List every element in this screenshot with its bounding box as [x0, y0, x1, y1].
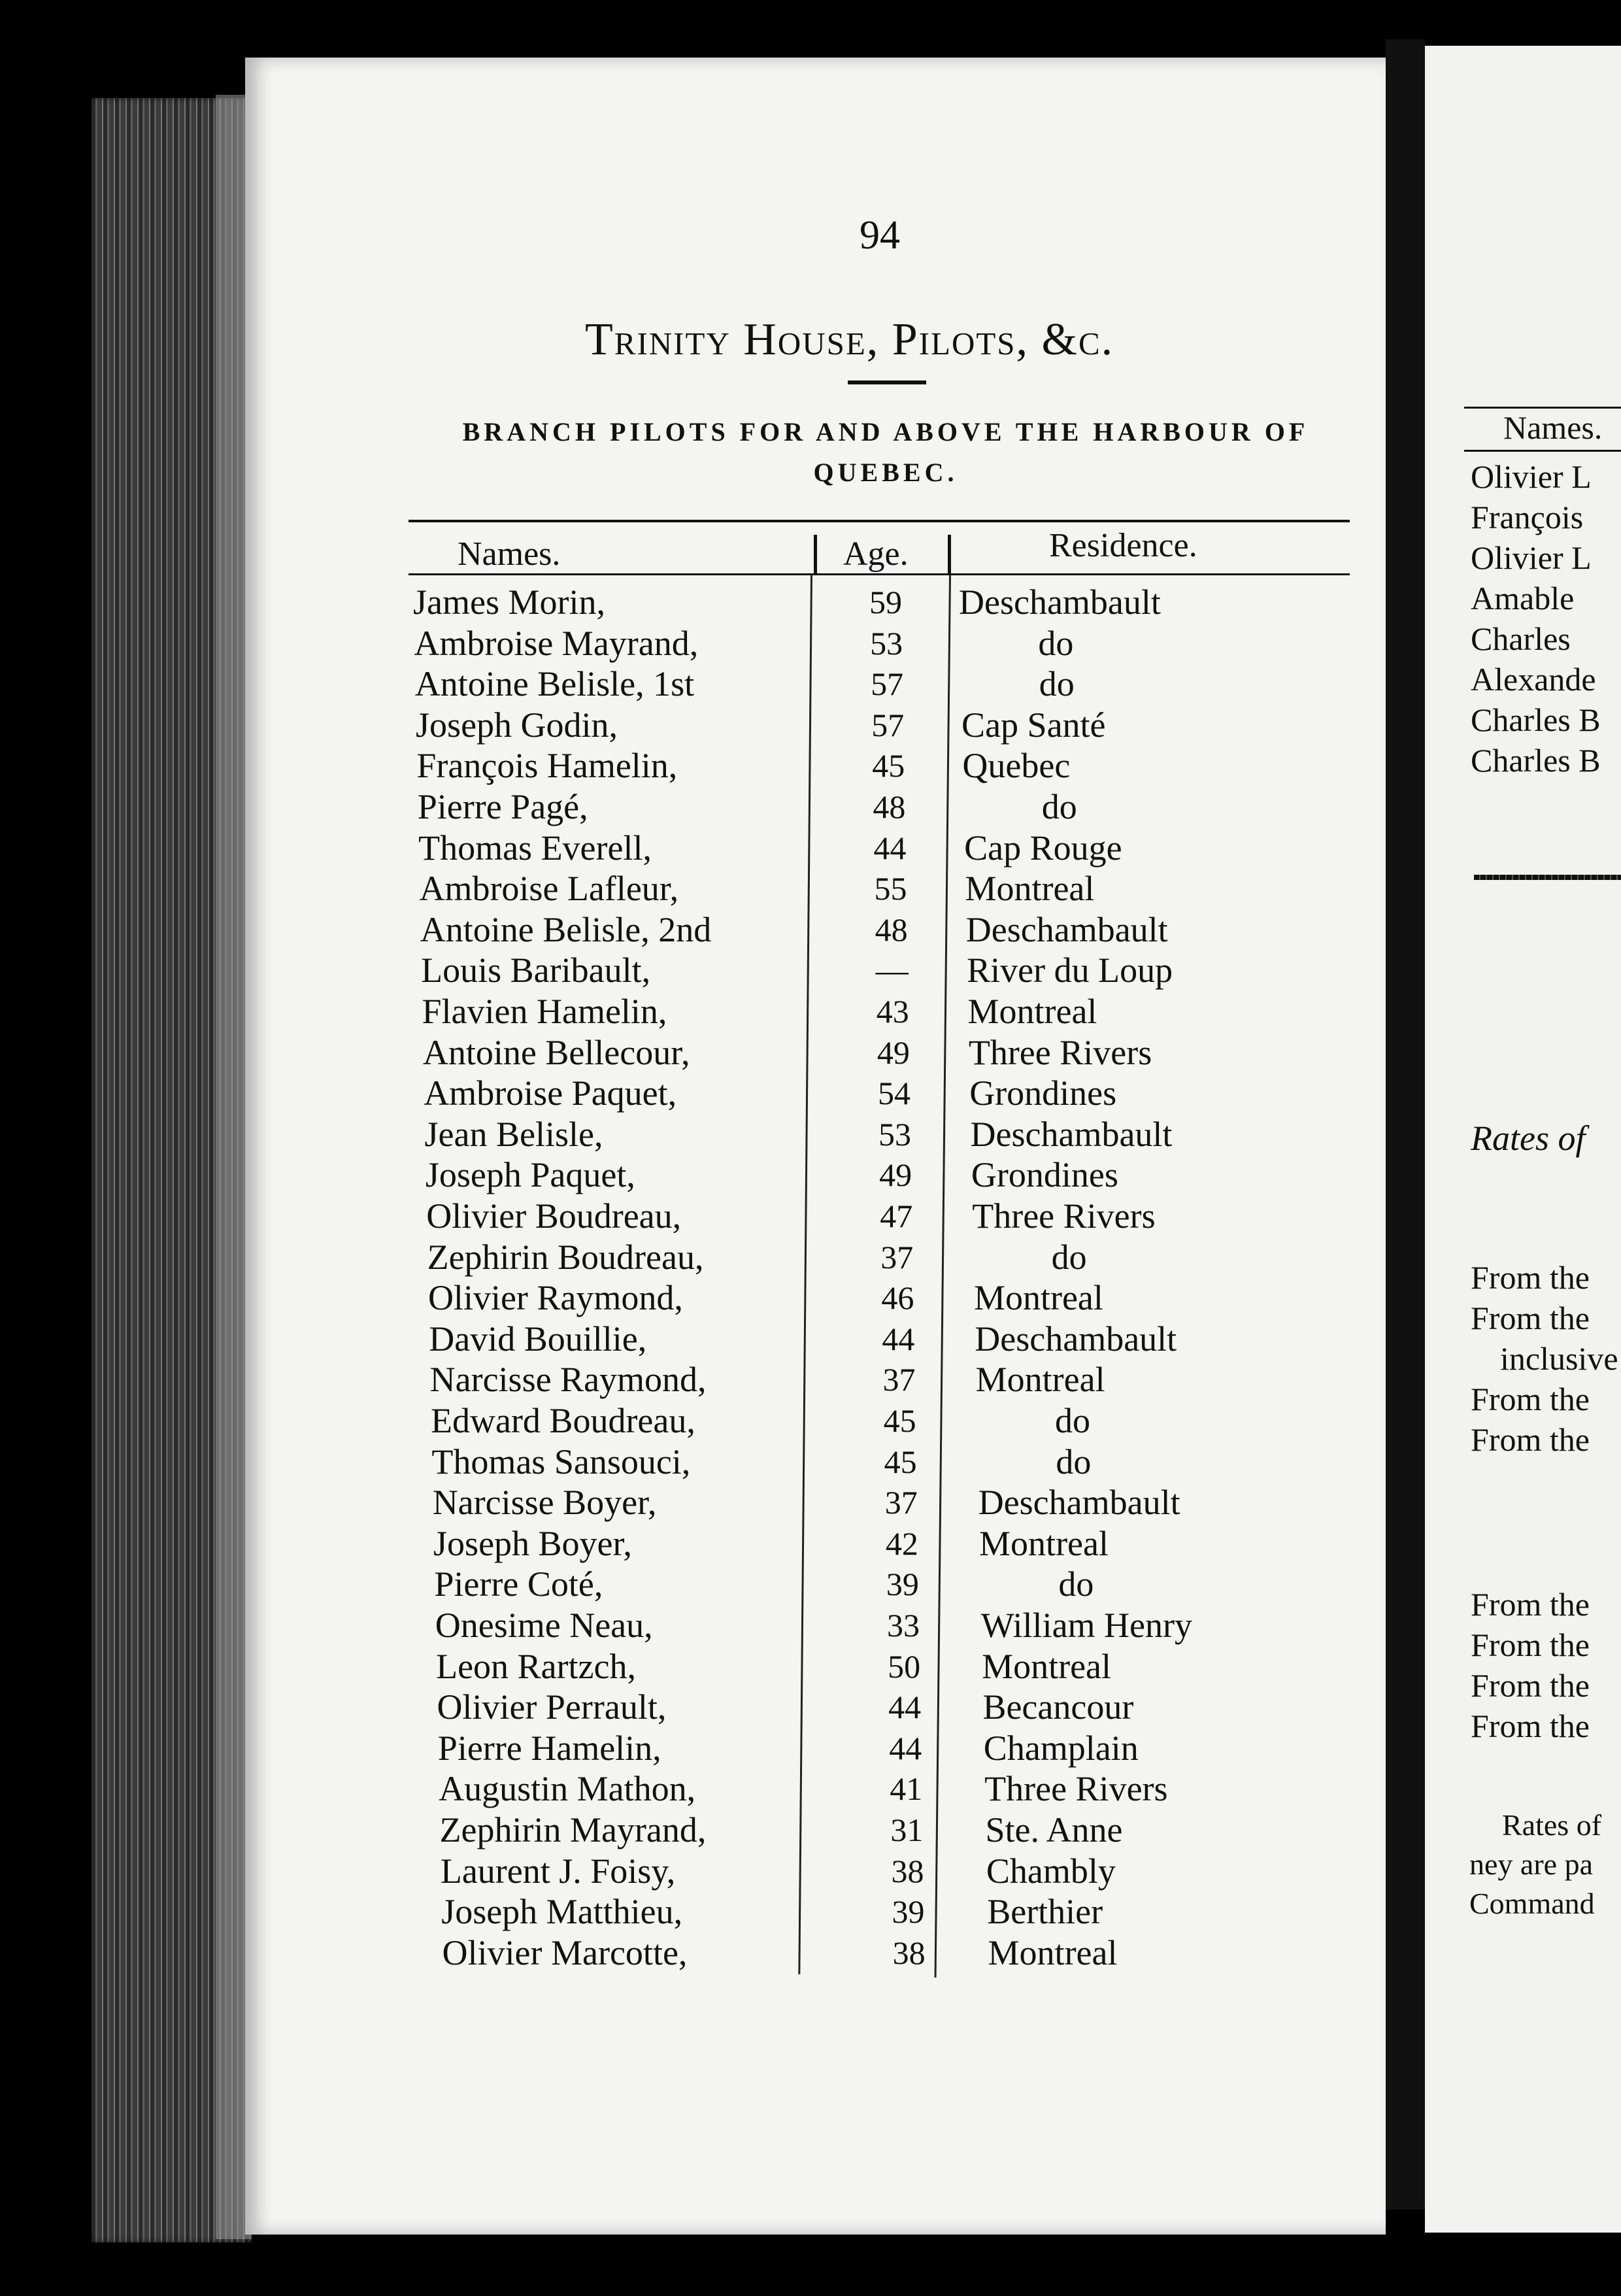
- pilot-name: Ambroise Mayrand,: [414, 623, 699, 663]
- table-row: [437, 1687, 1352, 1727]
- pilot-name: Olivier Boudreau,: [426, 1196, 682, 1236]
- table-row: [414, 623, 1329, 664]
- pilot-residence: do: [1055, 1401, 1090, 1440]
- pilot-name: Joseph Godin,: [416, 705, 618, 745]
- pilot-age: 48: [875, 911, 908, 948]
- right-page-line: François: [1471, 499, 1584, 535]
- right-page-line: Olivier L: [1471, 458, 1592, 495]
- pilot-name: Zephirin Boudreau,: [427, 1237, 704, 1277]
- pilot-residence: Deschambault: [959, 582, 1161, 622]
- pilot-residence: do: [1039, 664, 1075, 704]
- pilot-age: 45: [883, 1402, 916, 1439]
- table-row: [424, 1073, 1339, 1113]
- pilot-age: 44: [888, 1689, 922, 1726]
- right-page-line: From the: [1471, 1300, 1590, 1336]
- pilot-residence: Cap Santé: [961, 705, 1106, 745]
- pilot-name: Jean Belisle,: [424, 1114, 603, 1154]
- pilot-age: 41: [890, 1770, 923, 1808]
- table-row: [415, 664, 1330, 704]
- right-section-rule: [1474, 875, 1621, 880]
- pilot-residence: do: [1056, 1442, 1092, 1481]
- right-page-line: From the: [1471, 1667, 1590, 1704]
- table-row: [438, 1728, 1353, 1768]
- table-row: [431, 1442, 1346, 1482]
- table-row: [427, 1237, 1343, 1277]
- right-page-line: From the: [1471, 1421, 1590, 1458]
- table-row: [416, 745, 1331, 786]
- pilot-age: 59: [869, 584, 902, 620]
- pilot-name: Ambroise Paquet,: [424, 1073, 677, 1113]
- right-column-header: Names.: [1503, 409, 1603, 446]
- pilot-residence: Montreal: [982, 1646, 1112, 1686]
- table-row: [433, 1523, 1348, 1564]
- pilot-residence: Montreal: [967, 992, 1097, 1031]
- table-header-rule: [409, 573, 1350, 575]
- page-title: Trinity House, Pilots, &c.: [585, 314, 1114, 365]
- table-row: [431, 1400, 1346, 1441]
- pilot-residence: Chambly: [986, 1851, 1116, 1891]
- pilot-residence: Montreal: [975, 1360, 1105, 1400]
- table-row: [426, 1155, 1341, 1195]
- column-header-age: Age.: [843, 535, 909, 573]
- right-footer-line: Rates of: [1502, 1808, 1602, 1842]
- pilot-residence: Champlain: [983, 1728, 1139, 1768]
- pilot-name: James Morin,: [413, 582, 605, 622]
- pilot-residence: do: [1041, 787, 1077, 826]
- table-row: [441, 1891, 1356, 1932]
- right-table-header-rule: [1464, 450, 1621, 452]
- pilot-residence: Ste. Anne: [985, 1810, 1123, 1849]
- pilot-name: Laurent J. Foisy,: [440, 1851, 676, 1891]
- pilot-residence: Montreal: [988, 1933, 1118, 1972]
- pilot-age: 44: [873, 829, 907, 866]
- pilot-name: Thomas Sansouci,: [431, 1442, 691, 1481]
- pilot-age: 57: [871, 706, 905, 743]
- pilot-name: Flavien Hamelin,: [422, 992, 667, 1031]
- pilot-name: Joseph Paquet,: [425, 1155, 635, 1195]
- pilot-name: Onesime Neau,: [435, 1606, 653, 1645]
- table-row: [435, 1605, 1350, 1646]
- right-italic-heading: Rates of: [1471, 1119, 1586, 1158]
- pilot-name: Antoine Belisle, 1st: [414, 664, 695, 704]
- pilot-residence: Montreal: [965, 869, 1095, 909]
- pilot-residence: Grondines: [969, 1073, 1117, 1113]
- table-row: [430, 1359, 1345, 1400]
- pilot-residence: Deschambault: [970, 1114, 1173, 1154]
- pilot-age: 45: [872, 747, 905, 785]
- pilot-age: 50: [888, 1647, 921, 1685]
- table-row: [433, 1482, 1348, 1523]
- pilot-residence: River du Loup: [967, 951, 1173, 990]
- table-row: [441, 1851, 1356, 1891]
- pilot-residence: Deschambault: [978, 1483, 1180, 1523]
- table-row: [419, 868, 1334, 909]
- table-top-rule: [409, 520, 1350, 522]
- pilot-name: Olivier Raymond,: [427, 1278, 683, 1318]
- pilot-residence: do: [1058, 1564, 1094, 1604]
- pilot-age: 38: [891, 1852, 924, 1889]
- pilot-residence: Grondines: [971, 1155, 1118, 1195]
- table-row: [428, 1277, 1343, 1318]
- pilot-name: Pierre Coté,: [434, 1564, 603, 1604]
- column-header-names: Names.: [458, 535, 561, 573]
- pilot-residence: do: [1051, 1237, 1087, 1277]
- pilot-age: 37: [880, 1238, 914, 1275]
- pilot-residence: Berthier: [987, 1892, 1103, 1932]
- pilot-age: 37: [882, 1361, 916, 1398]
- pilot-residence: William Henry: [980, 1606, 1192, 1645]
- pilot-name: Antoine Bellecour,: [422, 1032, 690, 1072]
- right-page-line: Olivier L: [1471, 539, 1592, 576]
- header-divider: [814, 535, 817, 575]
- right-page-line: Alexande: [1471, 661, 1596, 698]
- table-row: [423, 1032, 1338, 1073]
- book-gutter: [1386, 39, 1425, 2210]
- pilot-age: —: [875, 952, 909, 989]
- pilot-age: 44: [889, 1729, 922, 1766]
- pilot-name: Leon Rartzch,: [436, 1646, 636, 1686]
- pilot-name: Louis Baribault,: [421, 951, 651, 990]
- table-row: [413, 582, 1328, 622]
- pilot-name: Pierre Hamelin,: [437, 1728, 661, 1768]
- table-row: [443, 1933, 1358, 1973]
- header-divider: [948, 535, 951, 575]
- pilot-age: 37: [884, 1484, 918, 1521]
- right-page-line: From the: [1471, 1381, 1590, 1417]
- table-row: [418, 786, 1333, 827]
- pilot-age: 38: [892, 1934, 926, 1971]
- table-row: [418, 828, 1333, 868]
- table-row: [416, 705, 1331, 745]
- table-row: [426, 1196, 1341, 1236]
- table-row: [440, 1810, 1355, 1850]
- pilot-name: Ambroise Lafleur,: [419, 869, 679, 909]
- pilot-age: 43: [876, 993, 909, 1030]
- pilot-age: 55: [874, 870, 907, 907]
- column-header-residence: Residence.: [1049, 527, 1197, 564]
- pilot-age: 31: [890, 1812, 924, 1848]
- pilot-age: 53: [870, 624, 903, 662]
- page-number: 94: [860, 213, 900, 258]
- table-row: [439, 1768, 1354, 1809]
- pilot-residence: Three Rivers: [968, 1032, 1152, 1072]
- pilot-name: Pierre Pagé,: [417, 787, 588, 826]
- right-page-line: From the: [1471, 1259, 1590, 1296]
- pilot-age: 54: [877, 1075, 911, 1112]
- right-page-line: Charles B: [1471, 701, 1601, 738]
- pilot-age: 39: [892, 1893, 925, 1931]
- table-row: [421, 950, 1336, 990]
- right-page-line: From the: [1471, 1708, 1590, 1744]
- right-footer-line: ney are pa: [1469, 1848, 1593, 1881]
- table-row: [422, 991, 1337, 1032]
- pilot-age: 33: [887, 1607, 920, 1644]
- pilot-age: 45: [884, 1443, 917, 1480]
- table-row: [436, 1646, 1351, 1687]
- pilot-residence: Montreal: [973, 1278, 1103, 1318]
- pilot-age: 48: [873, 788, 906, 825]
- pilot-name: David Bouillie,: [429, 1319, 647, 1359]
- table-row: [434, 1564, 1349, 1604]
- pilot-age: 57: [871, 666, 904, 703]
- pilot-residence: Quebec: [962, 746, 1071, 786]
- pilot-name: Thomas Everell,: [418, 828, 652, 868]
- pilot-residence: Three Rivers: [972, 1196, 1156, 1236]
- pilot-name: Joseph Matthieu,: [441, 1892, 683, 1932]
- table-row: [420, 909, 1335, 950]
- pilot-age: 47: [880, 1198, 913, 1234]
- right-page-line: Amable: [1471, 580, 1575, 616]
- pilot-name: Joseph Boyer,: [433, 1523, 632, 1563]
- pilot-residence: Deschambault: [965, 909, 1168, 949]
- pilot-name: Augustin Mathon,: [439, 1769, 696, 1809]
- pilot-age: 42: [885, 1525, 918, 1562]
- right-page-line: Charles: [1471, 620, 1571, 657]
- pilot-age: 49: [877, 1034, 910, 1071]
- pilot-name: François Hamelin,: [416, 746, 678, 786]
- pilot-residence: Montreal: [979, 1523, 1109, 1563]
- pilot-age: 49: [879, 1156, 912, 1194]
- right-footer-line: Command: [1469, 1887, 1595, 1920]
- pilot-age: 53: [878, 1115, 912, 1153]
- right-page-line: From the: [1471, 1627, 1590, 1663]
- pilot-age: 46: [881, 1279, 914, 1317]
- pilot-name: Olivier Perrault,: [437, 1687, 667, 1727]
- pilot-residence: Three Rivers: [984, 1769, 1168, 1809]
- title-rule: [848, 380, 926, 384]
- pilot-age: 44: [882, 1320, 915, 1357]
- pilot-name: Narcisse Raymond,: [429, 1360, 707, 1400]
- pilot-name: Narcisse Boyer,: [432, 1483, 657, 1523]
- pilot-name: Edward Boudreau,: [431, 1401, 695, 1440]
- pilot-name: Zephirin Mayrand,: [439, 1810, 707, 1849]
- right-page-line: Charles B: [1471, 742, 1601, 779]
- right-page-line: From the: [1471, 1586, 1590, 1623]
- right-page-line: inclusive: [1500, 1340, 1618, 1377]
- pilot-residence: Becancour: [982, 1687, 1134, 1727]
- pilot-residence: Deschambault: [975, 1319, 1177, 1359]
- table-row: [425, 1114, 1340, 1155]
- pilot-residence: Cap Rouge: [964, 828, 1122, 868]
- pilot-age: 39: [886, 1566, 919, 1603]
- section-heading: BRANCH PILOTS FOR AND ABOVE THE HARBOUR OF QUEBEC.: [462, 417, 1309, 487]
- pilot-residence: do: [1038, 623, 1074, 663]
- pilot-name: Olivier Marcotte,: [442, 1933, 688, 1972]
- pilot-name: Antoine Belisle, 2nd: [420, 909, 712, 949]
- table-row: [429, 1319, 1344, 1359]
